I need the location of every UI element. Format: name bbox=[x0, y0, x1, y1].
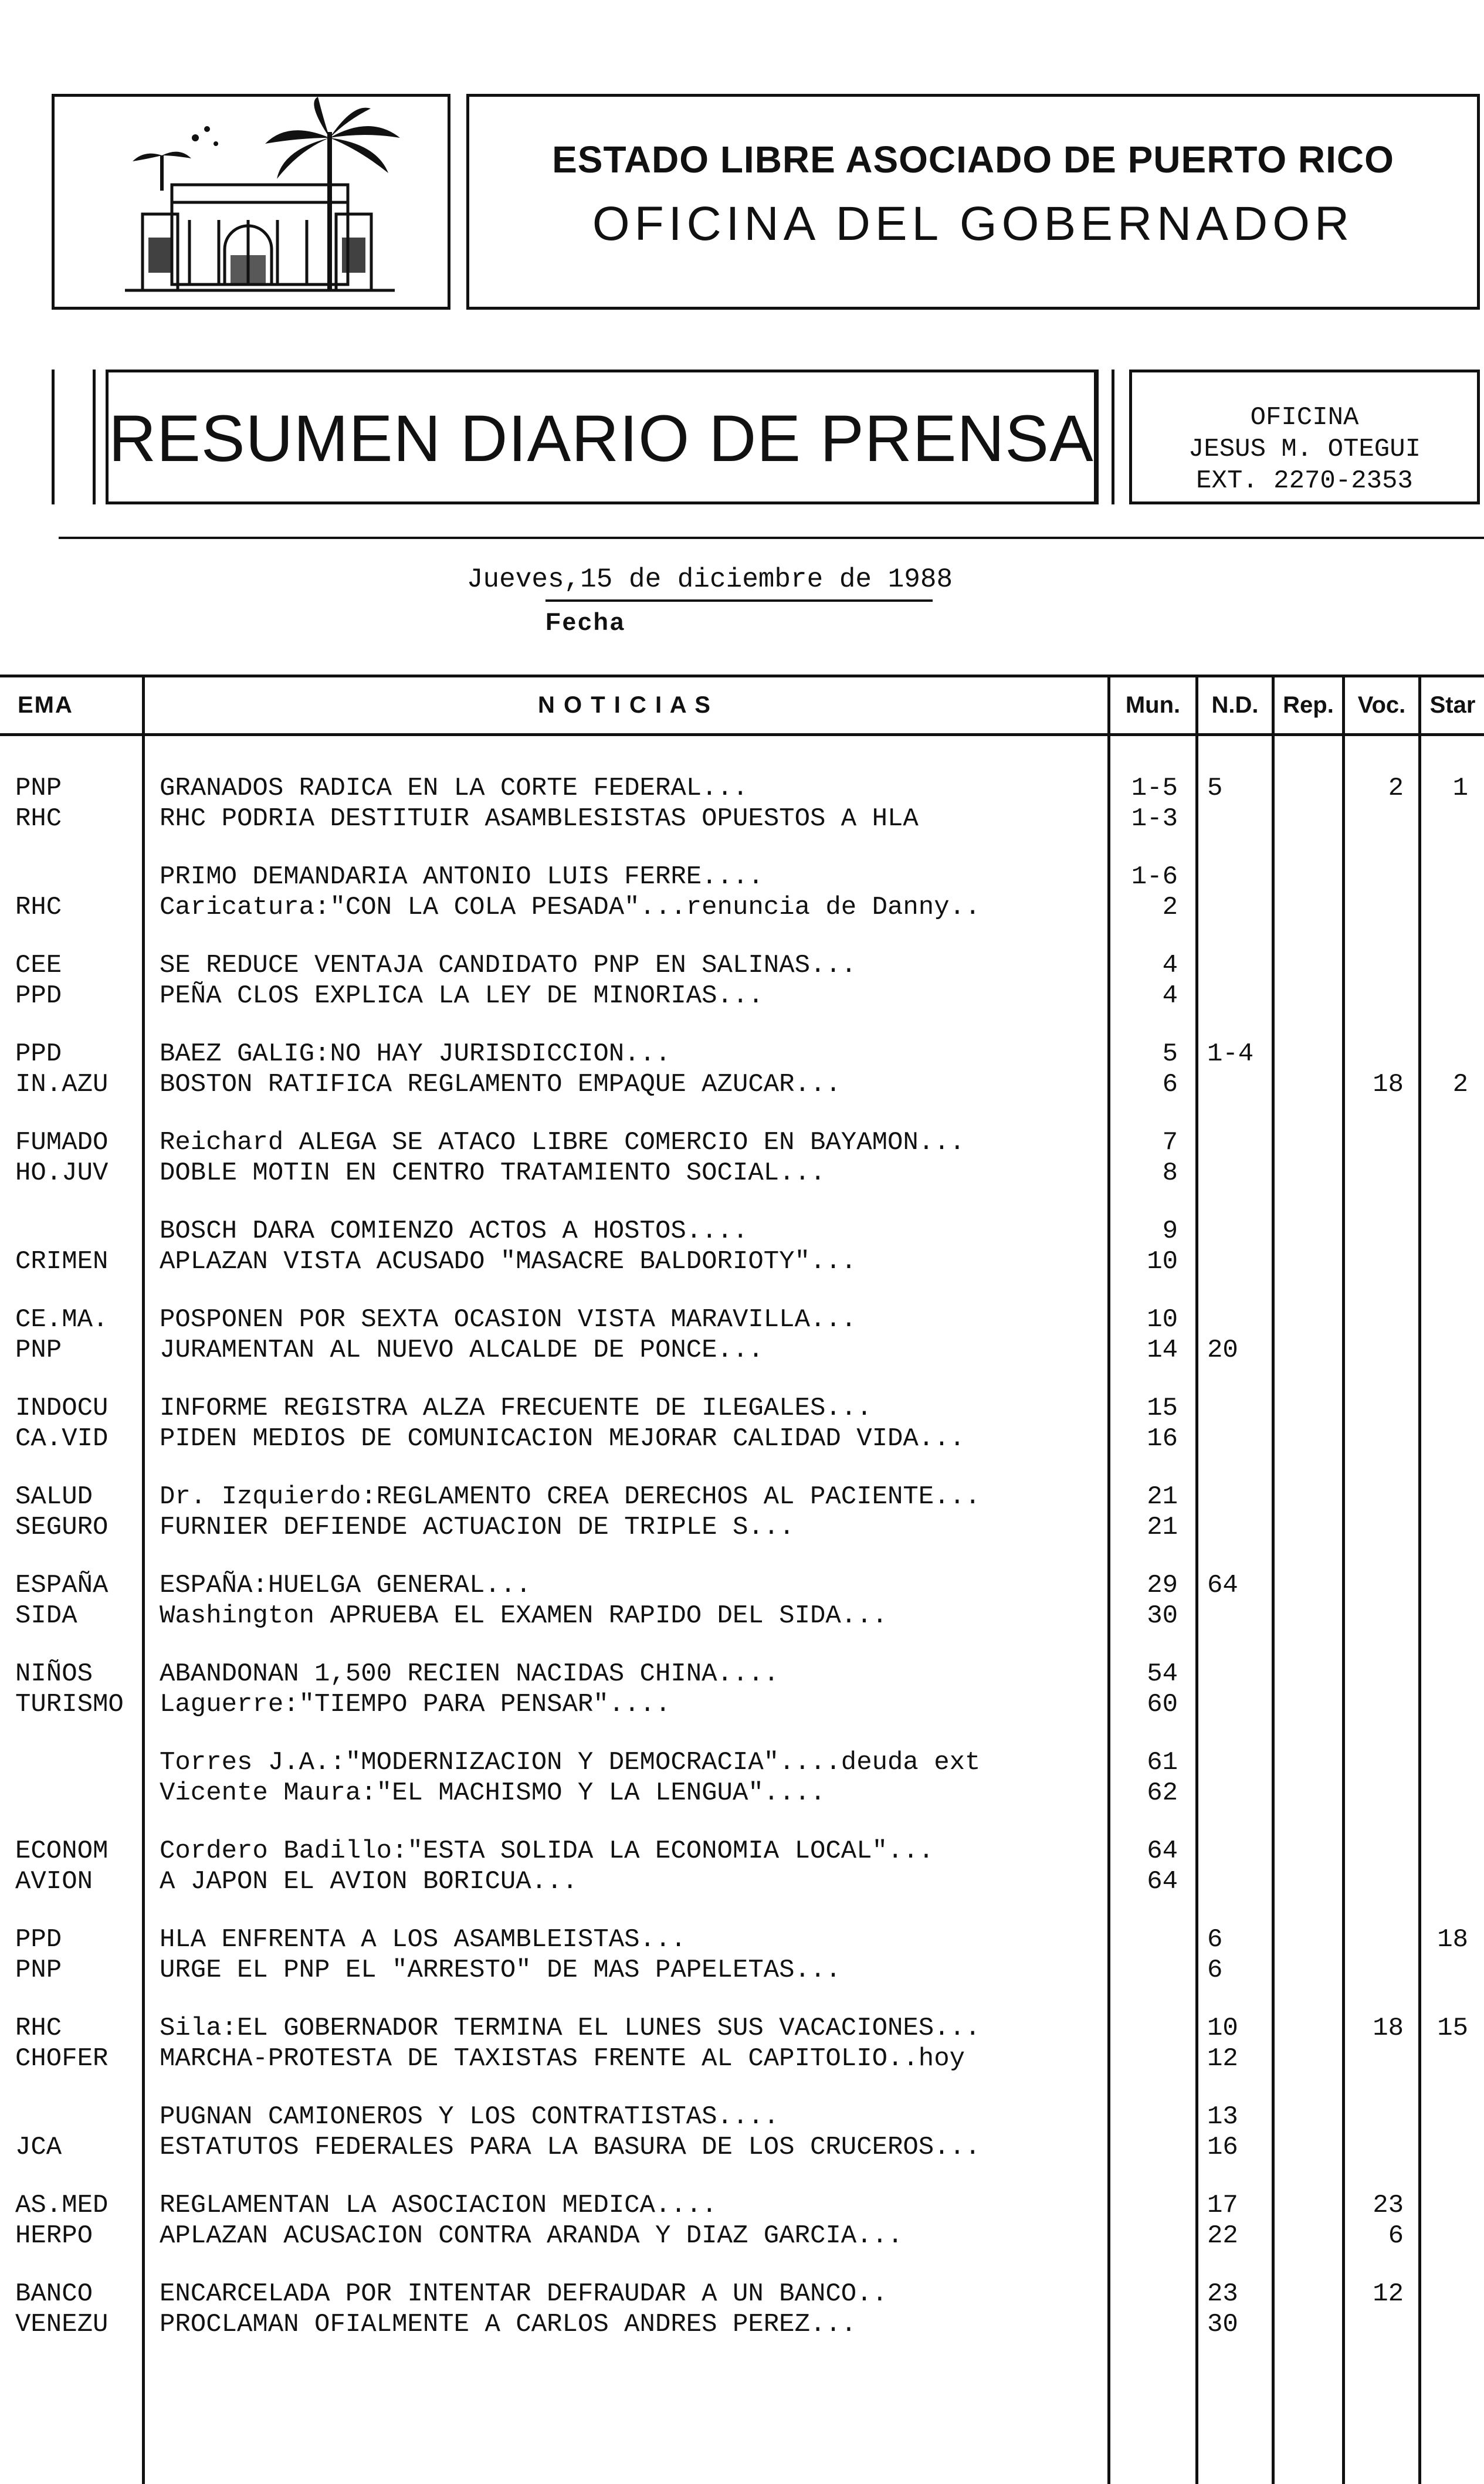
cell-noticia: Caricatura:"CON LA COLA PESADA"...renuncia de Danny.. bbox=[160, 893, 981, 922]
separator-line bbox=[59, 537, 1484, 539]
cell-nd: 16 bbox=[1207, 2133, 1238, 2162]
cell-tema: INDOCU bbox=[15, 1394, 109, 1423]
cell-nd: 1-4 bbox=[1207, 1039, 1254, 1069]
cell-nd: 5 bbox=[1207, 774, 1223, 803]
cell-noticia: HLA ENFRENTA A LOS ASAMBLEISTAS... bbox=[160, 1925, 686, 1954]
cell-noticia: PRIMO DEMANDARIA ANTONIO LUIS FERRE.... bbox=[160, 862, 764, 892]
cell-noticia: ABANDONAN 1,500 RECIEN NACIDAS CHINA.... bbox=[160, 1659, 780, 1689]
cell-noticia: MARCHA-PROTESTA DE TAXISTAS FRENTE AL CAPITOLIO..hoy bbox=[160, 2044, 965, 2073]
cell-tema: PPD bbox=[15, 981, 62, 1011]
cell-voc: 23 bbox=[1373, 2191, 1404, 2220]
cell-nd: 12 bbox=[1207, 2044, 1238, 2073]
cell-noticia: A JAPON EL AVION BORICUA... bbox=[160, 1867, 578, 1896]
cell-mun: 4 bbox=[1162, 981, 1178, 1011]
cell-nd: 13 bbox=[1207, 2102, 1238, 2131]
cell-noticia: PIDEN MEDIOS DE COMUNICACION MEJORAR CALIDAD VIDA... bbox=[160, 1424, 965, 1453]
col-divider-rep bbox=[1272, 675, 1275, 2484]
col-header-star: Star bbox=[1429, 692, 1476, 718]
cell-noticia: FURNIER DEFIENDE ACTUACION DE TRIPLE S... bbox=[160, 1513, 795, 1542]
cell-tema: JCA bbox=[15, 2133, 62, 2162]
cell-tema: CA.VID bbox=[15, 1424, 109, 1453]
cell-tema: CEE bbox=[15, 951, 62, 980]
office-line2: JESUS M. OTEGUI bbox=[1188, 435, 1421, 464]
cell-star: 1 bbox=[1452, 774, 1468, 803]
cell-tema: ECONOM bbox=[15, 1836, 109, 1866]
cell-noticia: Laguerre:"TIEMPO PARA PENSAR".... bbox=[160, 1690, 671, 1719]
cell-noticia: ESPAÑA:HUELGA GENERAL... bbox=[160, 1571, 531, 1600]
cell-mun: 8 bbox=[1162, 1158, 1178, 1188]
cell-noticia: Reichard ALEGA SE ATACO LIBRE COMERCIO EN BAYAMON... bbox=[160, 1128, 965, 1157]
cell-tema: FUMADO bbox=[15, 1128, 109, 1157]
cell-noticia: URGE EL PNP EL "ARRESTO" DE MAS PAPELETAS... bbox=[160, 1956, 841, 1985]
cell-tema: AVION bbox=[15, 1867, 93, 1896]
cell-mun: 54 bbox=[1147, 1659, 1178, 1689]
cell-voc: 18 bbox=[1373, 1070, 1404, 1099]
cell-voc: 18 bbox=[1373, 2014, 1404, 2043]
cell-nd: 22 bbox=[1207, 2221, 1238, 2251]
emblem-frame bbox=[52, 94, 450, 310]
cell-mun: 64 bbox=[1147, 1867, 1178, 1896]
cell-tema: HO.JUV bbox=[15, 1158, 109, 1188]
cell-mun: 15 bbox=[1147, 1394, 1178, 1423]
cell-tema: CE.MA. bbox=[15, 1305, 109, 1334]
col-header-voc: Voc. bbox=[1357, 692, 1406, 718]
cell-mun: 9 bbox=[1162, 1216, 1178, 1246]
building-emblem bbox=[55, 97, 448, 307]
cell-noticia: Washington APRUEBA EL EXAMEN RAPIDO DEL SIDA... bbox=[160, 1601, 888, 1631]
page-title: RESUMEN DIARIO DE PRENSA bbox=[109, 402, 1094, 475]
cell-tema: AS.MED bbox=[15, 2191, 109, 2220]
cell-nd: 6 bbox=[1207, 1925, 1223, 1954]
cell-nd: 23 bbox=[1207, 2279, 1238, 2309]
title-left-bar-2 bbox=[93, 370, 96, 504]
cell-noticia: Vicente Maura:"EL MACHISMO Y LA LENGUA".... bbox=[160, 1778, 826, 1808]
cell-tema: VENEZU bbox=[15, 2310, 109, 2339]
col-divider-nd bbox=[1195, 675, 1198, 2484]
col-header-noticias: N O T I C I A S bbox=[538, 692, 711, 718]
cell-noticia: PUGNAN CAMIONEROS Y LOS CONTRATISTAS.... bbox=[160, 2102, 780, 2131]
title-frame bbox=[106, 370, 1097, 504]
col-divider-star bbox=[1418, 675, 1421, 2484]
cell-mun: 29 bbox=[1147, 1571, 1178, 1600]
cell-noticia: Torres J.A.:"MODERNIZACION Y DEMOCRACIA"....deuda ext bbox=[160, 1748, 981, 1777]
cell-nd: 10 bbox=[1207, 2014, 1238, 2043]
cell-voc: 12 bbox=[1373, 2279, 1404, 2309]
cell-mun: 64 bbox=[1147, 1836, 1178, 1866]
cell-tema: PNP bbox=[15, 1336, 62, 1365]
cell-tema: PPD bbox=[15, 1925, 62, 1954]
cell-tema: TURISMO bbox=[15, 1690, 124, 1719]
cell-voc: 2 bbox=[1388, 774, 1404, 803]
col-header-nd: N.D. bbox=[1211, 692, 1259, 718]
cell-noticia: SE REDUCE VENTAJA CANDIDATO PNP EN SALINAS... bbox=[160, 951, 857, 980]
cell-mun: 10 bbox=[1147, 1247, 1178, 1276]
title-right-bar-2 bbox=[1112, 370, 1114, 504]
cell-mun: 7 bbox=[1162, 1128, 1178, 1157]
office-frame bbox=[1129, 370, 1480, 504]
cell-noticia: APLAZAN ACUSACION CONTRA ARANDA Y DIAZ GARCIA... bbox=[160, 2221, 903, 2251]
date-label: Fecha bbox=[546, 608, 626, 635]
cell-noticia: PROCLAMAN OFIALMENTE A CARLOS ANDRES PEREZ... bbox=[160, 2310, 857, 2339]
table-top-line bbox=[0, 675, 1484, 677]
cell-tema: RHC bbox=[15, 2014, 62, 2043]
cell-tema: HERPO bbox=[15, 2221, 93, 2251]
cell-mun: 1-6 bbox=[1131, 862, 1178, 892]
cell-tema: BANCO bbox=[15, 2279, 93, 2309]
cell-nd: 20 bbox=[1207, 1336, 1238, 1365]
cell-nd: 6 bbox=[1207, 1956, 1223, 1985]
cell-mun: 2 bbox=[1162, 893, 1178, 922]
cell-tema: PNP bbox=[15, 774, 62, 803]
office-line1: OFICINA bbox=[1250, 403, 1359, 432]
cell-tema: PNP bbox=[15, 1956, 62, 1985]
cell-mun: 21 bbox=[1147, 1513, 1178, 1542]
cell-noticia: Dr. Izquierdo:REGLAMENTO CREA DERECHOS AL PACIENTE... bbox=[160, 1482, 981, 1512]
cell-mun: 60 bbox=[1147, 1690, 1178, 1719]
cell-tema: SALUD bbox=[15, 1482, 93, 1512]
cell-noticia: BOSCH DARA COMIENZO ACTOS A HOSTOS.... bbox=[160, 1216, 748, 1246]
cell-mun: 62 bbox=[1147, 1778, 1178, 1808]
agency-line1: ESTADO LIBRE ASOCIADO DE PUERTO RICO bbox=[552, 138, 1394, 181]
cell-tema: CRIMEN bbox=[15, 1247, 109, 1276]
date-underline bbox=[546, 599, 933, 602]
cell-noticia: POSPONEN POR SEXTA OCASION VISTA MARAVILLA... bbox=[160, 1305, 857, 1334]
cell-nd: 64 bbox=[1207, 1571, 1238, 1600]
cell-tema: IN.AZU bbox=[15, 1070, 109, 1099]
cell-noticia: ENCARCELADA POR INTENTAR DEFRAUDAR A UN BANCO.. bbox=[160, 2279, 888, 2309]
cell-nd: 17 bbox=[1207, 2191, 1238, 2220]
cell-star: 2 bbox=[1452, 1070, 1468, 1099]
cell-mun: 6 bbox=[1162, 1070, 1178, 1099]
cell-noticia: Cordero Badillo:"ESTA SOLIDA LA ECONOMIA LOCAL"... bbox=[160, 1836, 934, 1866]
cell-mun: 5 bbox=[1162, 1039, 1178, 1069]
date-value: Jueves,15 de diciembre de 1988 bbox=[466, 564, 953, 595]
agency-line2: OFICINA DEL GOBERNADOR bbox=[592, 197, 1354, 250]
cell-tema: RHC bbox=[15, 893, 62, 922]
title-left-bar-1 bbox=[52, 370, 55, 504]
cell-noticia: PEÑA CLOS EXPLICA LA LEY DE MINORIAS... bbox=[160, 981, 764, 1011]
col-header-tema: EMA bbox=[18, 692, 73, 718]
col-header-rep: Rep. bbox=[1283, 692, 1334, 718]
cell-star: 18 bbox=[1437, 1925, 1468, 1954]
cell-tema: SIDA bbox=[15, 1601, 77, 1631]
title-right-bar-1 bbox=[1096, 370, 1099, 504]
agency-frame bbox=[466, 94, 1480, 310]
cell-star: 15 bbox=[1437, 2014, 1468, 2043]
col-header-mun: Mun. bbox=[1125, 692, 1181, 718]
cell-noticia: RHC PODRIA DESTITUIR ASAMBLESISTAS OPUESTOS A HLA bbox=[160, 804, 919, 833]
cell-tema: ESPAÑA bbox=[15, 1571, 109, 1600]
cell-tema: SEGURO bbox=[15, 1513, 109, 1542]
table-header-line bbox=[0, 733, 1484, 736]
cell-mun: 1-3 bbox=[1131, 804, 1178, 833]
cell-noticia: GRANADOS RADICA EN LA CORTE FEDERAL... bbox=[160, 774, 748, 803]
cell-noticia: INFORME REGISTRA ALZA FRECUENTE DE ILEGALES... bbox=[160, 1394, 872, 1423]
cell-mun: 10 bbox=[1147, 1305, 1178, 1334]
cell-noticia: APLAZAN VISTA ACUSADO "MASACRE BALDORIOTY"... bbox=[160, 1247, 857, 1276]
col-divider-tema bbox=[142, 675, 145, 2484]
cell-mun: 21 bbox=[1147, 1482, 1178, 1512]
cell-mun: 14 bbox=[1147, 1336, 1178, 1365]
cell-mun: 1-5 bbox=[1131, 774, 1178, 803]
cell-nd: 30 bbox=[1207, 2310, 1238, 2339]
cell-mun: 4 bbox=[1162, 951, 1178, 980]
cell-mun: 61 bbox=[1147, 1748, 1178, 1777]
cell-mun: 16 bbox=[1147, 1424, 1178, 1453]
cell-noticia: BOSTON RATIFICA REGLAMENTO EMPAQUE AZUCAR... bbox=[160, 1070, 841, 1099]
cell-voc: 6 bbox=[1388, 2221, 1404, 2251]
cell-tema: NIÑOS bbox=[15, 1659, 93, 1689]
cell-tema: PPD bbox=[15, 1039, 62, 1069]
cell-noticia: Sila:EL GOBERNADOR TERMINA EL LUNES SUS VACACIONES... bbox=[160, 2014, 981, 2043]
cell-tema: CHOFER bbox=[15, 2044, 109, 2073]
cell-noticia: REGLAMENTAN LA ASOCIACION MEDICA.... bbox=[160, 2191, 717, 2220]
cell-noticia: DOBLE MOTIN EN CENTRO TRATAMIENTO SOCIAL... bbox=[160, 1158, 826, 1188]
cell-noticia: ESTATUTOS FEDERALES PARA LA BASURA DE LOS CRUCEROS... bbox=[160, 2133, 981, 2162]
cell-tema: RHC bbox=[15, 804, 62, 833]
cell-noticia: JURAMENTAN AL NUEVO ALCALDE DE PONCE... bbox=[160, 1336, 764, 1365]
office-line3: EXT. 2270-2353 bbox=[1196, 466, 1413, 496]
cell-mun: 30 bbox=[1147, 1601, 1178, 1631]
cell-noticia: BAEZ GALIG:NO HAY JURISDICCION... bbox=[160, 1039, 671, 1069]
